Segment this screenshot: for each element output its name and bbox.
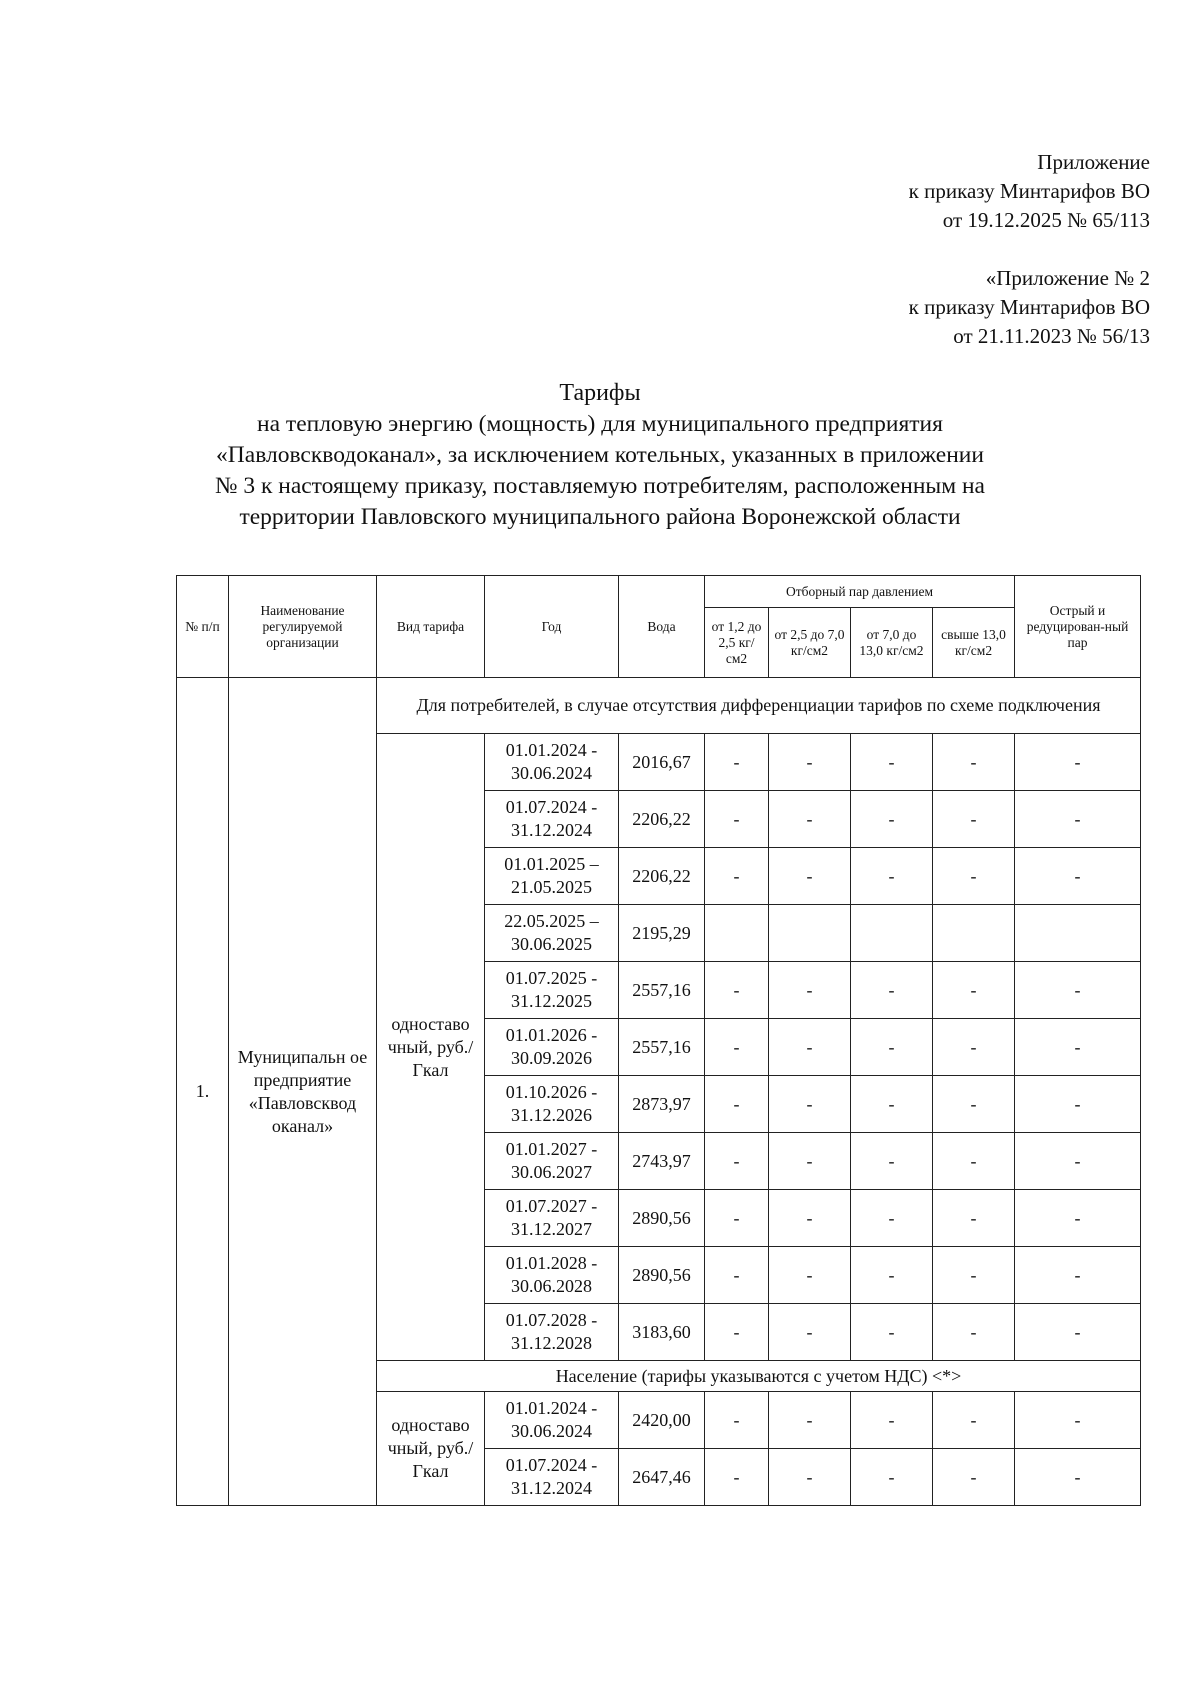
value-cell: - bbox=[851, 1449, 933, 1506]
value-cell: - bbox=[933, 962, 1015, 1019]
appendix-header-line2: к приказу Минтарифов ВО bbox=[908, 179, 1150, 203]
value-cell: - bbox=[851, 791, 933, 848]
water-value: 2016,67 bbox=[619, 734, 705, 791]
value-cell: - bbox=[851, 1304, 933, 1361]
value-cell: - bbox=[705, 962, 769, 1019]
period-cell: 01.01.2024 - 30.06.2024 bbox=[485, 734, 619, 791]
table-body bbox=[177, 678, 1141, 1506]
value-cell: - bbox=[933, 1392, 1015, 1449]
water-value: 2557,16 bbox=[619, 1019, 705, 1076]
water-value: 2890,56 bbox=[619, 1247, 705, 1304]
appendix-header bbox=[909, 148, 1150, 235]
document-title-line3: № 3 к настоящему приказу, поставляемую потребителям, расположенным на bbox=[215, 473, 985, 499]
value-cell bbox=[705, 905, 769, 962]
document-title-line2: «Павловскводоканал», за исключением котельных, указанных в приложении bbox=[216, 442, 984, 468]
value-cell: - bbox=[1015, 1133, 1141, 1190]
appendix-header-line3: от 19.12.2025 № 65/113 bbox=[942, 208, 1150, 232]
document-title bbox=[140, 378, 1060, 533]
period-cell: 01.07.2025 - 31.12.2025 bbox=[485, 962, 619, 1019]
value-cell: - bbox=[705, 734, 769, 791]
value-cell: - bbox=[851, 1247, 933, 1304]
value-cell: - bbox=[769, 1392, 851, 1449]
value-cell bbox=[851, 905, 933, 962]
value-cell: - bbox=[769, 962, 851, 1019]
value-cell: - bbox=[1015, 1190, 1141, 1247]
value-cell: - bbox=[705, 1190, 769, 1247]
value-cell: - bbox=[769, 1247, 851, 1304]
appendix-header-line1: Приложение bbox=[1037, 150, 1150, 174]
value-cell: - bbox=[769, 734, 851, 791]
period-cell: 22.05.2025 – 30.06.2025 bbox=[485, 905, 619, 962]
value-cell: - bbox=[769, 791, 851, 848]
water-value: 2647,46 bbox=[619, 1449, 705, 1506]
period-cell: 01.07.2028 - 31.12.2028 bbox=[485, 1304, 619, 1361]
value-cell: - bbox=[769, 1449, 851, 1506]
value-cell: - bbox=[933, 1190, 1015, 1247]
value-cell: - bbox=[851, 848, 933, 905]
value-cell: - bbox=[705, 848, 769, 905]
header-steam-1: от 1,2 до 2,5 кг/см2 bbox=[705, 608, 769, 678]
header-tariff-type: Вид тарифа bbox=[377, 576, 485, 678]
period-cell: 01.01.2026 - 30.09.2026 bbox=[485, 1019, 619, 1076]
period-cell: 01.01.2024 - 30.06.2024 bbox=[485, 1392, 619, 1449]
water-value: 2206,22 bbox=[619, 848, 705, 905]
header-org: Наименование регулируемой организации bbox=[229, 576, 377, 678]
water-value: 2420,00 bbox=[619, 1392, 705, 1449]
value-cell: - bbox=[705, 1392, 769, 1449]
value-cell: - bbox=[769, 1076, 851, 1133]
water-value: 2206,22 bbox=[619, 791, 705, 848]
value-cell: - bbox=[933, 1076, 1015, 1133]
header-steam-group: Отборный пар давлением bbox=[705, 576, 1015, 608]
document-title-line1: на тепловую энергию (мощность) для муниципального предприятия bbox=[257, 411, 943, 437]
value-cell: - bbox=[705, 1019, 769, 1076]
value-cell: - bbox=[933, 1019, 1015, 1076]
value-cell: - bbox=[1015, 1076, 1141, 1133]
value-cell: - bbox=[933, 1304, 1015, 1361]
value-cell: - bbox=[705, 1076, 769, 1133]
value-cell: - bbox=[769, 1133, 851, 1190]
value-cell: - bbox=[851, 1392, 933, 1449]
appendix-2-header-line1: «Приложение № 2 bbox=[985, 266, 1150, 290]
value-cell: - bbox=[1015, 848, 1141, 905]
period-cell: 01.01.2028 - 30.06.2028 bbox=[485, 1247, 619, 1304]
period-cell: 01.01.2027 - 30.06.2027 bbox=[485, 1133, 619, 1190]
value-cell: - bbox=[1015, 791, 1141, 848]
header-water: Вода bbox=[619, 576, 705, 678]
value-cell: - bbox=[1015, 1392, 1141, 1449]
tariff-type: одноставо чный, руб./Гкал bbox=[377, 734, 485, 1361]
value-cell: - bbox=[851, 1076, 933, 1133]
value-cell: - bbox=[705, 1449, 769, 1506]
value-cell: - bbox=[933, 1449, 1015, 1506]
value-cell: - bbox=[1015, 734, 1141, 791]
section-label: Для потребителей, в случае отсутствия дифференциации тарифов по схеме подключения bbox=[377, 678, 1141, 734]
value-cell: - bbox=[933, 791, 1015, 848]
value-cell bbox=[769, 905, 851, 962]
water-value: 3183,60 bbox=[619, 1304, 705, 1361]
value-cell: - bbox=[933, 1133, 1015, 1190]
header-sharp-steam: Острый и редуцирован-ный пар bbox=[1015, 576, 1141, 678]
table-header-row bbox=[177, 576, 1141, 608]
appendix-2-header-line2: к приказу Минтарифов ВО bbox=[908, 295, 1150, 319]
value-cell bbox=[933, 905, 1015, 962]
document-title-line4: территории Павловского муниципального района Воронежской области bbox=[239, 504, 961, 530]
section-row bbox=[177, 678, 1141, 734]
value-cell: - bbox=[933, 848, 1015, 905]
value-cell bbox=[1015, 905, 1141, 962]
water-value: 2743,97 bbox=[619, 1133, 705, 1190]
header-steam-4: свыше 13,0 кг/см2 bbox=[933, 608, 1015, 678]
water-value: 2890,56 bbox=[619, 1190, 705, 1247]
period-cell: 01.07.2024 - 31.12.2024 bbox=[485, 1449, 619, 1506]
row-number: 1. bbox=[177, 678, 229, 1506]
organization-name: Муниципальн ое предприятие «Павловсквод оканал» bbox=[229, 678, 377, 1506]
value-cell: - bbox=[1015, 1304, 1141, 1361]
value-cell: - bbox=[769, 848, 851, 905]
water-value: 2557,16 bbox=[619, 962, 705, 1019]
value-cell: - bbox=[705, 791, 769, 848]
period-cell: 01.10.2026 - 31.12.2026 bbox=[485, 1076, 619, 1133]
header-steam-3: от 7,0 до 13,0 кг/см2 bbox=[851, 608, 933, 678]
appendix-2-header-line3: от 21.11.2023 № 56/13 bbox=[953, 324, 1150, 348]
value-cell: - bbox=[933, 1247, 1015, 1304]
water-value: 2873,97 bbox=[619, 1076, 705, 1133]
period-cell: 01.01.2025 – 21.05.2025 bbox=[485, 848, 619, 905]
section-label: Население (тарифы указываются с учетом НДС) <*> bbox=[377, 1361, 1141, 1392]
value-cell: - bbox=[851, 1019, 933, 1076]
value-cell: - bbox=[769, 1190, 851, 1247]
value-cell: - bbox=[851, 962, 933, 1019]
document-title-main: Тарифы bbox=[559, 380, 641, 406]
header-num: № п/п bbox=[177, 576, 229, 678]
value-cell: - bbox=[851, 1190, 933, 1247]
value-cell: - bbox=[705, 1133, 769, 1190]
appendix-2-header bbox=[909, 264, 1150, 351]
value-cell: - bbox=[1015, 1247, 1141, 1304]
value-cell: - bbox=[1015, 1019, 1141, 1076]
tariff-type: одноставо чный, руб./Гкал bbox=[377, 1392, 485, 1506]
tariff-table bbox=[176, 575, 1141, 1506]
water-value: 2195,29 bbox=[619, 905, 705, 962]
period-cell: 01.07.2024 - 31.12.2024 bbox=[485, 791, 619, 848]
value-cell: - bbox=[705, 1304, 769, 1361]
value-cell: - bbox=[933, 734, 1015, 791]
value-cell: - bbox=[1015, 1449, 1141, 1506]
value-cell: - bbox=[769, 1304, 851, 1361]
header-year: Год bbox=[485, 576, 619, 678]
header-steam-2: от 2,5 до 7,0 кг/см2 bbox=[769, 608, 851, 678]
period-cell: 01.07.2027 - 31.12.2027 bbox=[485, 1190, 619, 1247]
value-cell: - bbox=[705, 1247, 769, 1304]
value-cell: - bbox=[1015, 962, 1141, 1019]
value-cell: - bbox=[769, 1019, 851, 1076]
value-cell: - bbox=[851, 734, 933, 791]
value-cell: - bbox=[851, 1133, 933, 1190]
